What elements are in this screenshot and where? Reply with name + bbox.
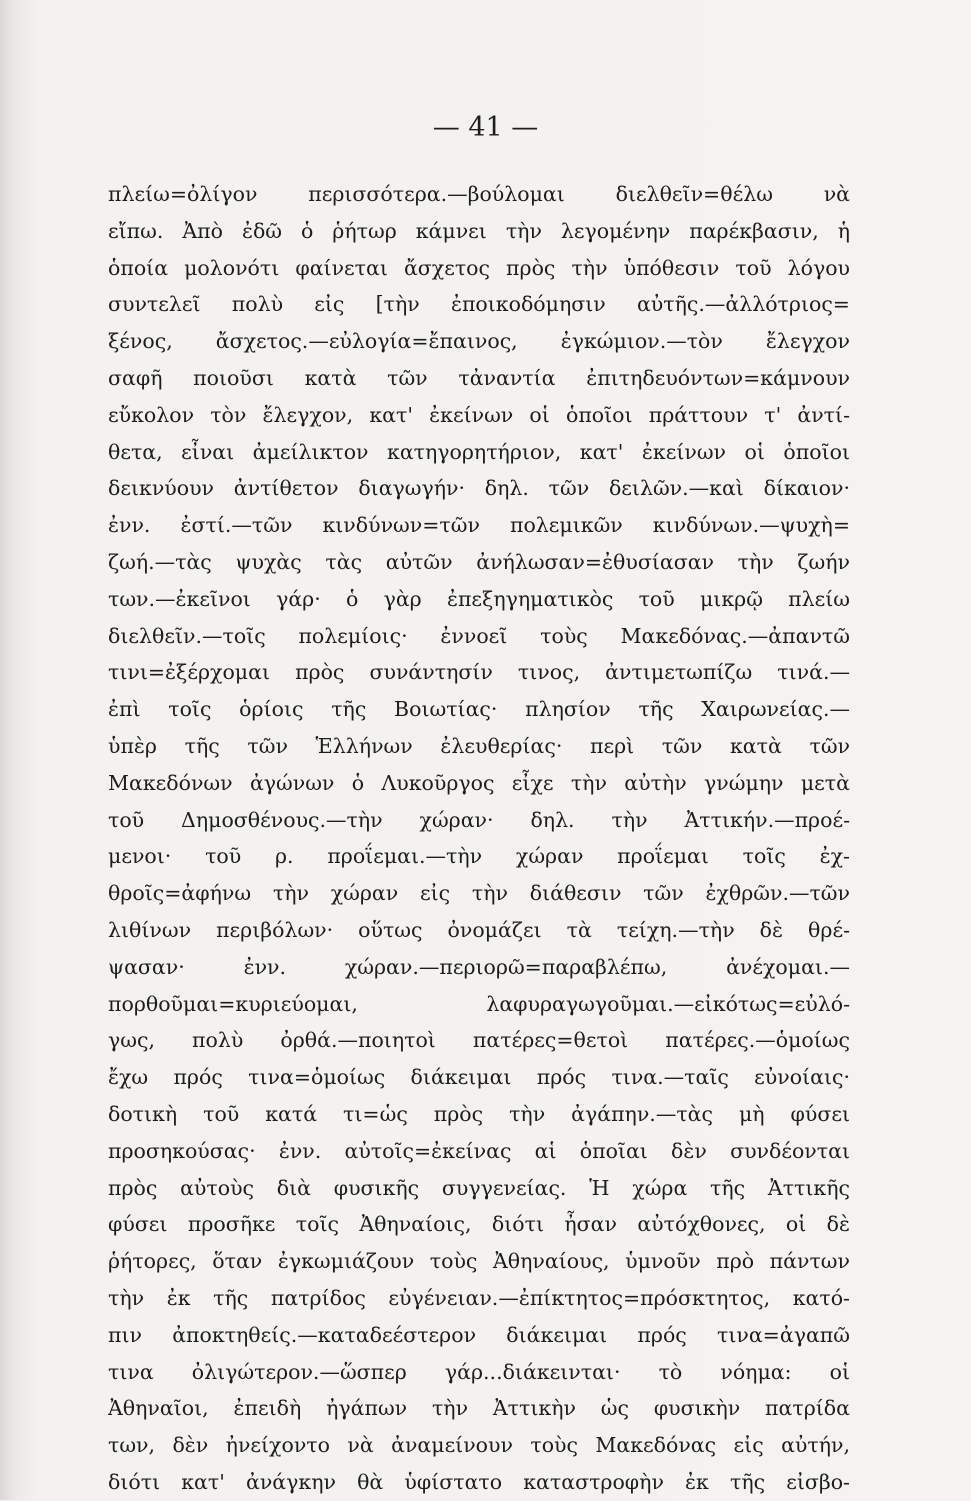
text-line: ῥήτορες, ὅταν ἐγκωμιάζουν τοὺς Ἀθηναίους, ὑμνοῦν πρὸ πάντων	[108, 1249, 850, 1274]
text-line: ὁποία μολονότι φαίνεται ἄσχετος πρὸς τὴν ὑπόθεσιν τοῦ λόγου	[108, 255, 850, 280]
commentary-text	[108, 176, 850, 1501]
text-line: ὑπὲρ τῆς τῶν Ἑλλήνων ἐλευθερίας· περὶ τῶν κατὰ τῶν	[108, 733, 850, 758]
text-line: δεικνύουν ἀντίθετον διαγωγήν· δηλ. τῶν δειλῶν.—καὶ δίκαιον·	[108, 476, 850, 501]
text-line: φύσει προσῆκε τοῖς Ἀθηναίοις, διότι ἦσαν αὐτόχθονες, οἱ δὲ	[108, 1212, 850, 1237]
text-line: διελθεῖν.—τοῖς πολεμίοις· ἐννοεῖ τοὺς Μακεδόνας.—ἀπαντῶ	[108, 623, 850, 648]
text-line: ἐνν. ἐστί.—τῶν κινδύνων=τῶν πολεμικῶν κινδύνων.—ψυχὴ=	[108, 513, 850, 538]
text-line: των, δὲν ἠνείχοντο νὰ ἀναμείνουν τοὺς Μακεδόνας εἰς αὐτήν,	[108, 1433, 850, 1458]
text-line: ἔχω πρός τινα=ὁμοίως διάκειμαι πρός τινα.—ταῖς εὐνοίαις·	[108, 1065, 850, 1090]
text-line: τινα ὀλιγώτερον.—ὥσπερ γάρ...διάκεινται· τὸ νόημα: οἱ	[108, 1359, 850, 1384]
text-line: εἴπω. Ἀπὸ ἐδῶ ὁ ῥήτωρ κάμνει τὴν λεγομένην παρέκβασιν, ἡ	[108, 218, 850, 243]
text-line: τοῦ Δημοσθένους.—τὴν χώραν· δηλ. τὴν Ἀττικήν.—προέ-	[108, 807, 850, 832]
text-line: ἐπὶ τοῖς ὁρίοις τῆς Βοιωτίας· πλησίον τῆς Χαιρωνείας.—	[108, 697, 850, 722]
text-line: Ἀθηναῖοι, ἐπειδὴ ἠγάπων τὴν Ἀττικὴν ὡς φυσικὴν πατρίδα	[108, 1396, 850, 1421]
text-line: των.—ἐκεῖνοι γάρ· ὁ γὰρ ἐπεξηγηματικὸς τοῦ μικρῷ πλείω	[108, 586, 850, 611]
text-line: συντελεῖ πολὺ εἰς [τὴν ἐποικοδόμησιν αὐτῆς.—ἀλλότριος=	[108, 292, 850, 317]
text-line: σαφῆ ποιοῦσι κατὰ τῶν τἀναντία ἐπιτηδευόντων=κάμνουν	[108, 365, 850, 390]
text-line: μενοι· τοῦ ρ. προΐεμαι.—τὴν χώραν προΐεμαι τοῖς ἐχ-	[108, 844, 850, 869]
text-line: πλείω=ὀλίγον περισσότερα.—βούλομαι διελθεῖν=θέλω νὰ	[108, 182, 850, 206]
text-line: δοτικὴ τοῦ κατά τι=ὡς πρὸς τὴν ἀγάπην.—τὰς μὴ φύσει	[108, 1101, 850, 1126]
page-number: — 41 —	[432, 112, 539, 143]
text-line: εὔκολον τὸν ἔλεγχον, κατ' ἐκείνων οἱ ὁποῖοι πράττουν τ' ἀντί-	[108, 402, 850, 427]
text-line: γως, πολὺ ὀρθά.—ποιητοὶ πατέρες=θετοὶ πατέρες.—ὁμοίως	[108, 1028, 850, 1053]
text-line: τινι=ἐξέρχομαι πρὸς συνάντησίν τινος, ἀντιμετωπίζω τινά.—	[108, 660, 850, 685]
text-line: θροῖς=ἀφήνω τὴν χώραν εἰς τὴν διάθεσιν τῶν ἐχθρῶν.—τῶν	[108, 881, 850, 906]
text-line: ξένος, ἄσχετος.—εὐλογία=ἔπαινος, ἐγκώμιον.—τὸν ἔλεγχον	[108, 329, 850, 354]
text-line: πιν ἀποκτηθείς.—καταδεέστερον διάκειμαι πρός τινα=ἀγαπῶ	[108, 1322, 850, 1347]
text-line: Μακεδόνων ἀγώνων ὁ Λυκοῦργος εἶχε τὴν αὐτὴν γνώμην μετὰ	[108, 770, 850, 795]
text-line: λιθίνων περιβόλων· οὕτως ὀνομάζει τὰ τείχη.—τὴν δὲ θρέ-	[108, 917, 850, 942]
text-line: ζωή.—τὰς ψυχὰς τὰς αὐτῶν ἀνήλωσαν=ἐθυσίασαν τὴν ζωήν	[108, 549, 850, 574]
text-line: πορθοῦμαι=κυριεύομαι, λαφυραγωγοῦμαι.—εἰκότως=εὐλό-	[108, 991, 850, 1016]
text-line: θετα, εἶναι ἀμείλικτον κατηγορητήριον, κατ' ἐκείνων οἱ ὁποῖοι	[108, 439, 850, 464]
text-line: τὴν ἐκ τῆς πατρίδος εὐγένειαν.—ἐπίκτητος=πρόσκτητος, κατό-	[108, 1285, 850, 1310]
text-line: προσηκούσας· ἐνν. αὐτοῖς=ἐκείνας αἱ ὁποῖαι δὲν συνδέονται	[108, 1138, 850, 1163]
text-line: πρὸς αὐτοὺς διὰ φυσικῆς συγγενείας. Ἡ χώρα τῆς Ἀττικῆς	[108, 1175, 850, 1200]
text-line: ψασαν· ἐνν. χώραν.—περιορῶ=παραβλέπω, ἀνέχομαι.—	[108, 954, 850, 979]
text-line: διότι κατ' ἀνάγκην θὰ ὑφίστατο καταστροφὴν ἐκ τῆς εἰσβο-	[108, 1469, 850, 1494]
